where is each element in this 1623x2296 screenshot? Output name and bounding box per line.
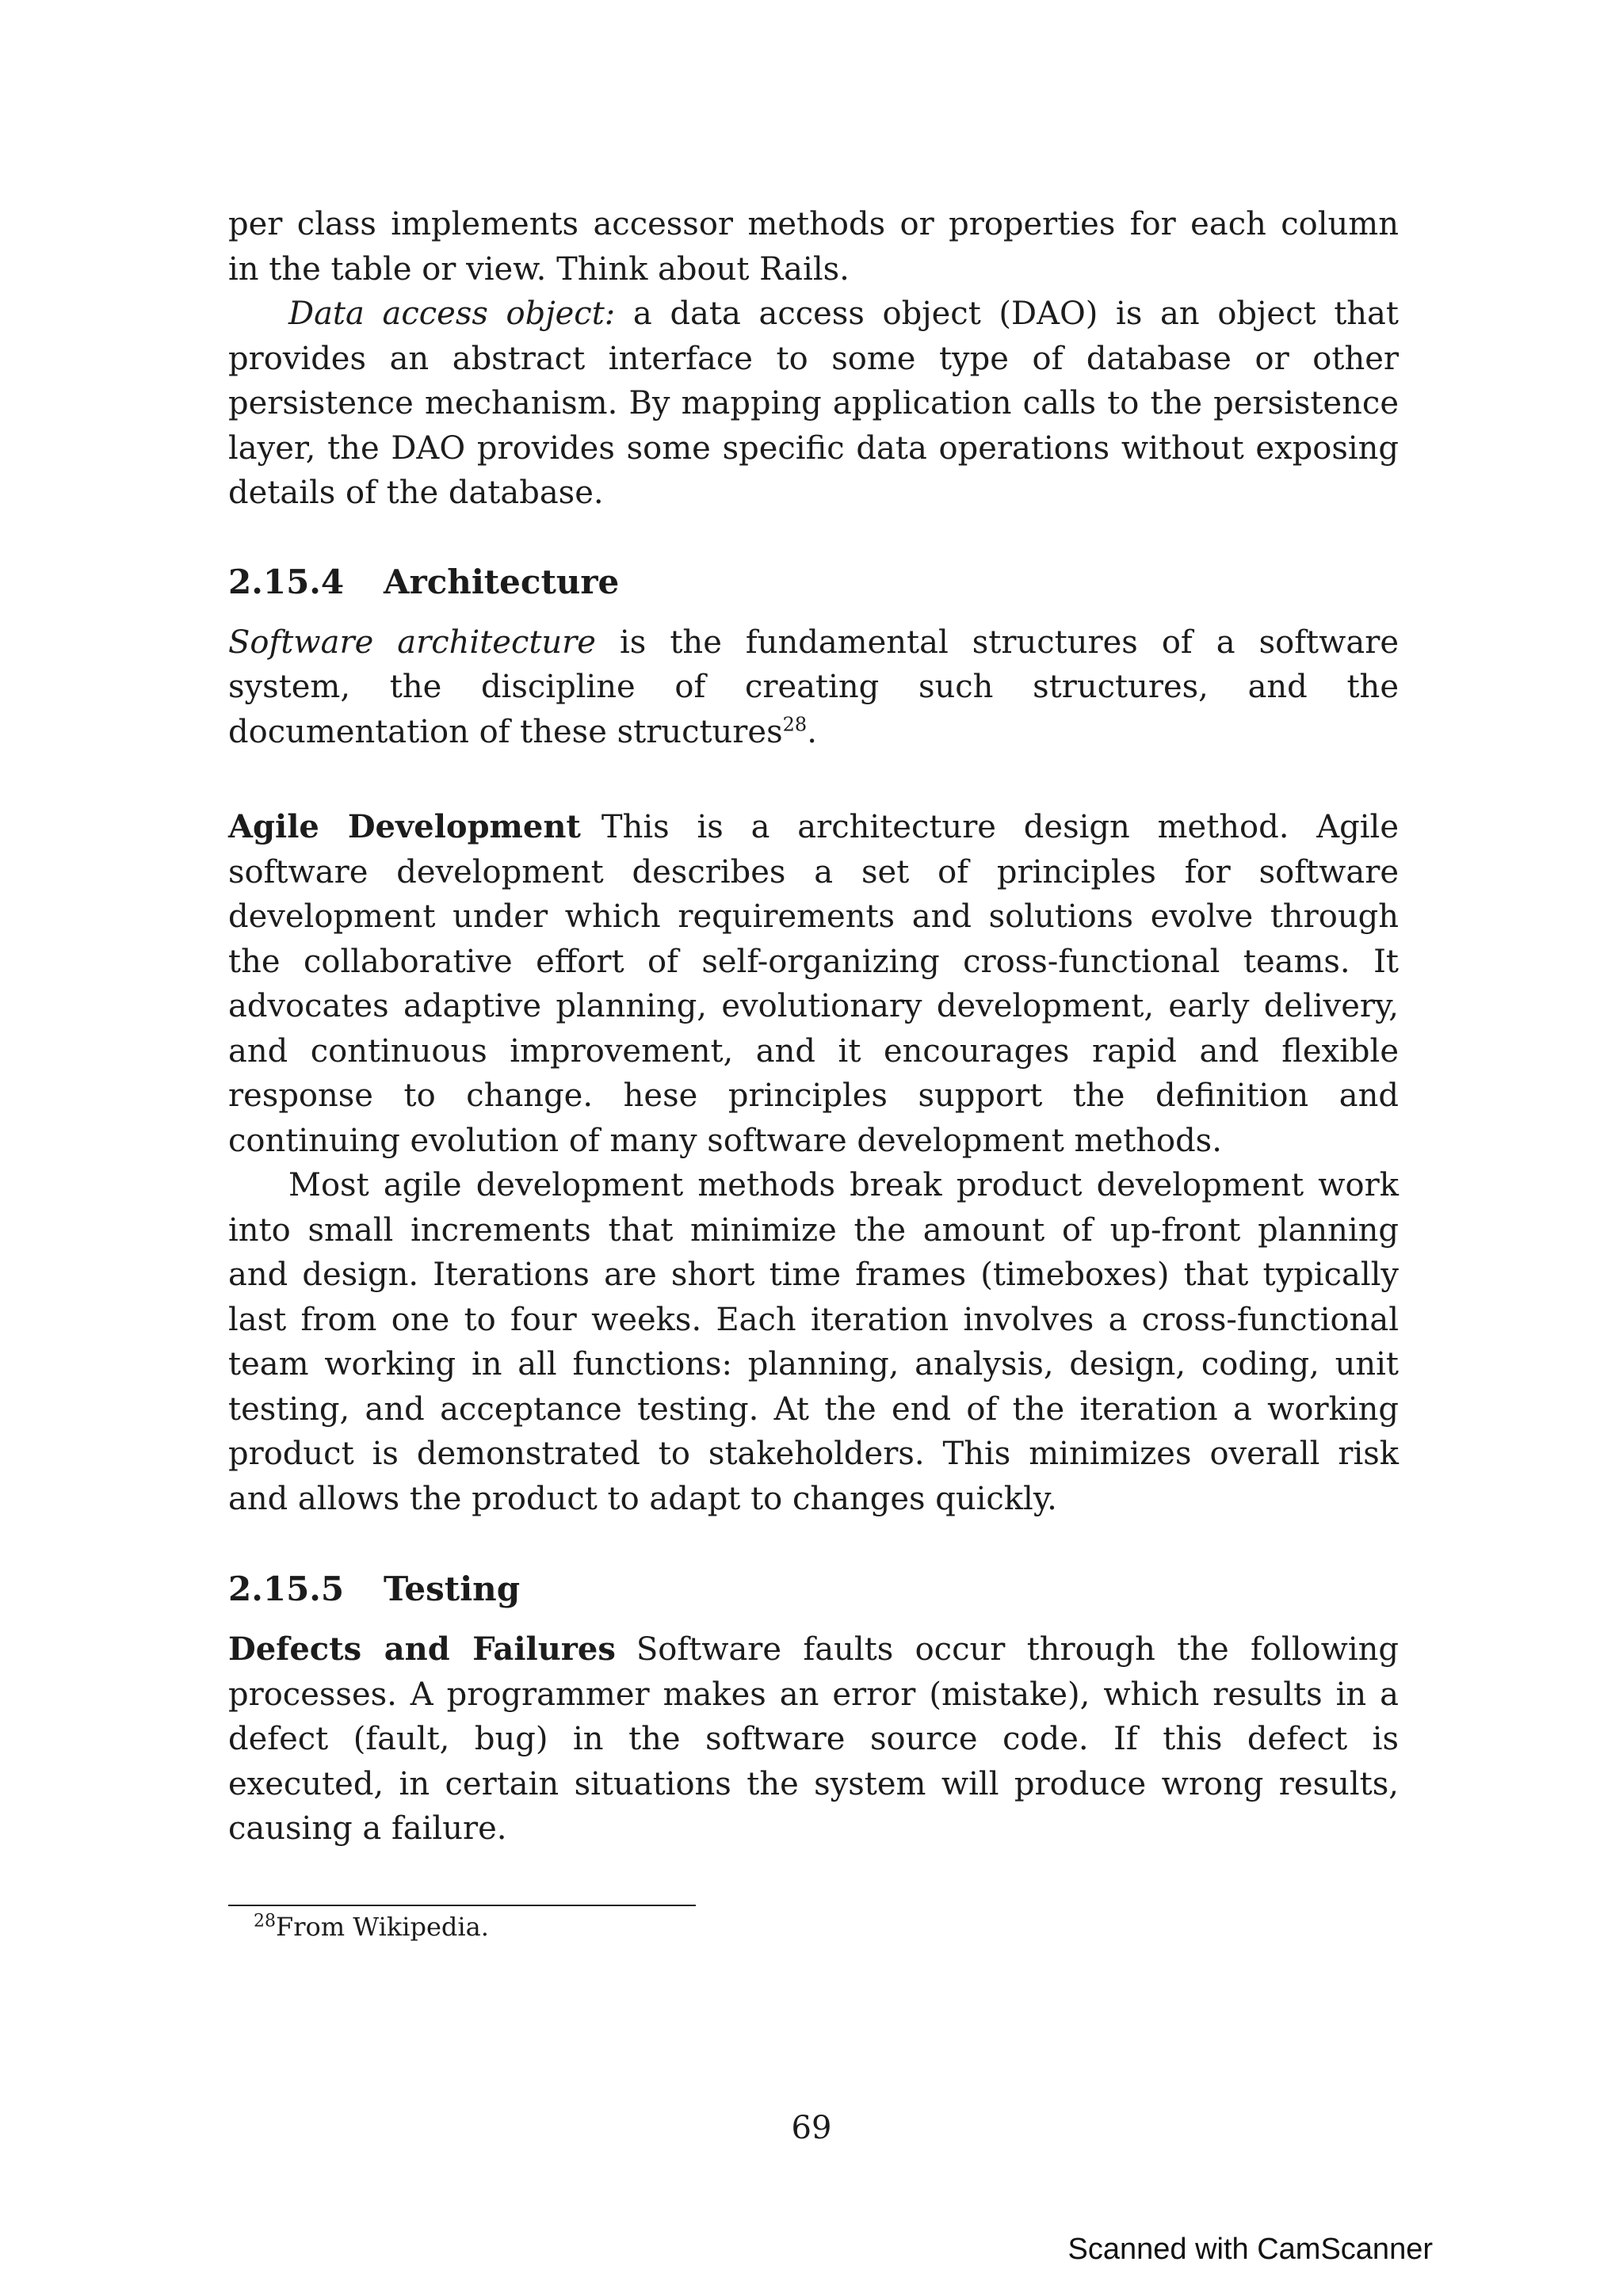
section-title: Architecture (384, 562, 620, 601)
defects-run-in-heading: Defects and Failures (228, 1630, 616, 1668)
page-content (228, 202, 1399, 1852)
agile-methods-paragraph: Most agile development methods break product development work into small increments that minimize the amount of up-front planning and design. Iterations are short time frames (timeboxes) that typically last from one to four weeks. Each iteration involves a cross-functional team working in all functions: planning, analysis, design, coding, unit testing, and acceptance testing. At the end of the iteration a working product is demonstrated to stakeholders. This minimizes overall risk and allows the product to adapt to changes quickly. (228, 1167, 1399, 1517)
agile-body: This is a architecture design method. Agile software development describes a set of principles for software development under which requirements and solutions evolve through the collaborative effort of self-organizing cross-functional teams. It advocates adaptive planning, evolutionary development, early delivery, and continuous improvement, and it encourages rapid and flexible response to change. hese principles support the definition and continuing evolution of many software development methods. (228, 809, 1399, 1159)
architecture-definition (228, 620, 1399, 755)
section-heading-testing (228, 1567, 1399, 1611)
section-title: Testing (384, 1569, 521, 1608)
footnote-text: From Wikipedia. (276, 1912, 489, 1942)
agile-paragraph (228, 805, 1399, 1163)
footnote-ref: 28 (782, 713, 808, 736)
architecture-term: Software architecture (228, 624, 596, 661)
defects-body: Software faults occur through the following processes. A programmer makes an error (mistake), which results in a defect (fault, bug) in the software source code. If this defect is executed, in certain situations the system will produce wrong results, causing a failure. (228, 1631, 1399, 1847)
dao-paragraph (228, 292, 1399, 516)
intro-paragraph: per class implements accessor methods or properties for each column in the table or view. Think about Rails. (228, 206, 1399, 288)
scanner-watermark: Scanned with CamScanner (1067, 2233, 1433, 2266)
sentence-end: . (807, 713, 817, 750)
defects-paragraph (228, 1627, 1399, 1852)
section-heading-architecture (228, 560, 1399, 605)
dao-body: a data access object (DAO) is an object that provides an abstract interface to some type of database or other persistence mechanism. By mapping application calls to the persistence layer, the DAO provides some specific data operations without exposing details of the database. (228, 296, 1399, 511)
footnote-divider (228, 1905, 696, 1906)
agile-run-in-heading: Agile Development (228, 808, 581, 845)
footnote-mark: 28 (254, 1911, 276, 1932)
page-number: 69 (791, 2110, 832, 2146)
section-number: 2.15.5 (228, 1569, 345, 1608)
dao-term: Data access object: (288, 296, 616, 332)
footnote (254, 1909, 489, 1944)
section-number: 2.15.4 (228, 562, 345, 601)
architecture-body: is the fundamental structures of a software system, the discipline of creating such structures, and the documentation of these structures (228, 624, 1399, 750)
